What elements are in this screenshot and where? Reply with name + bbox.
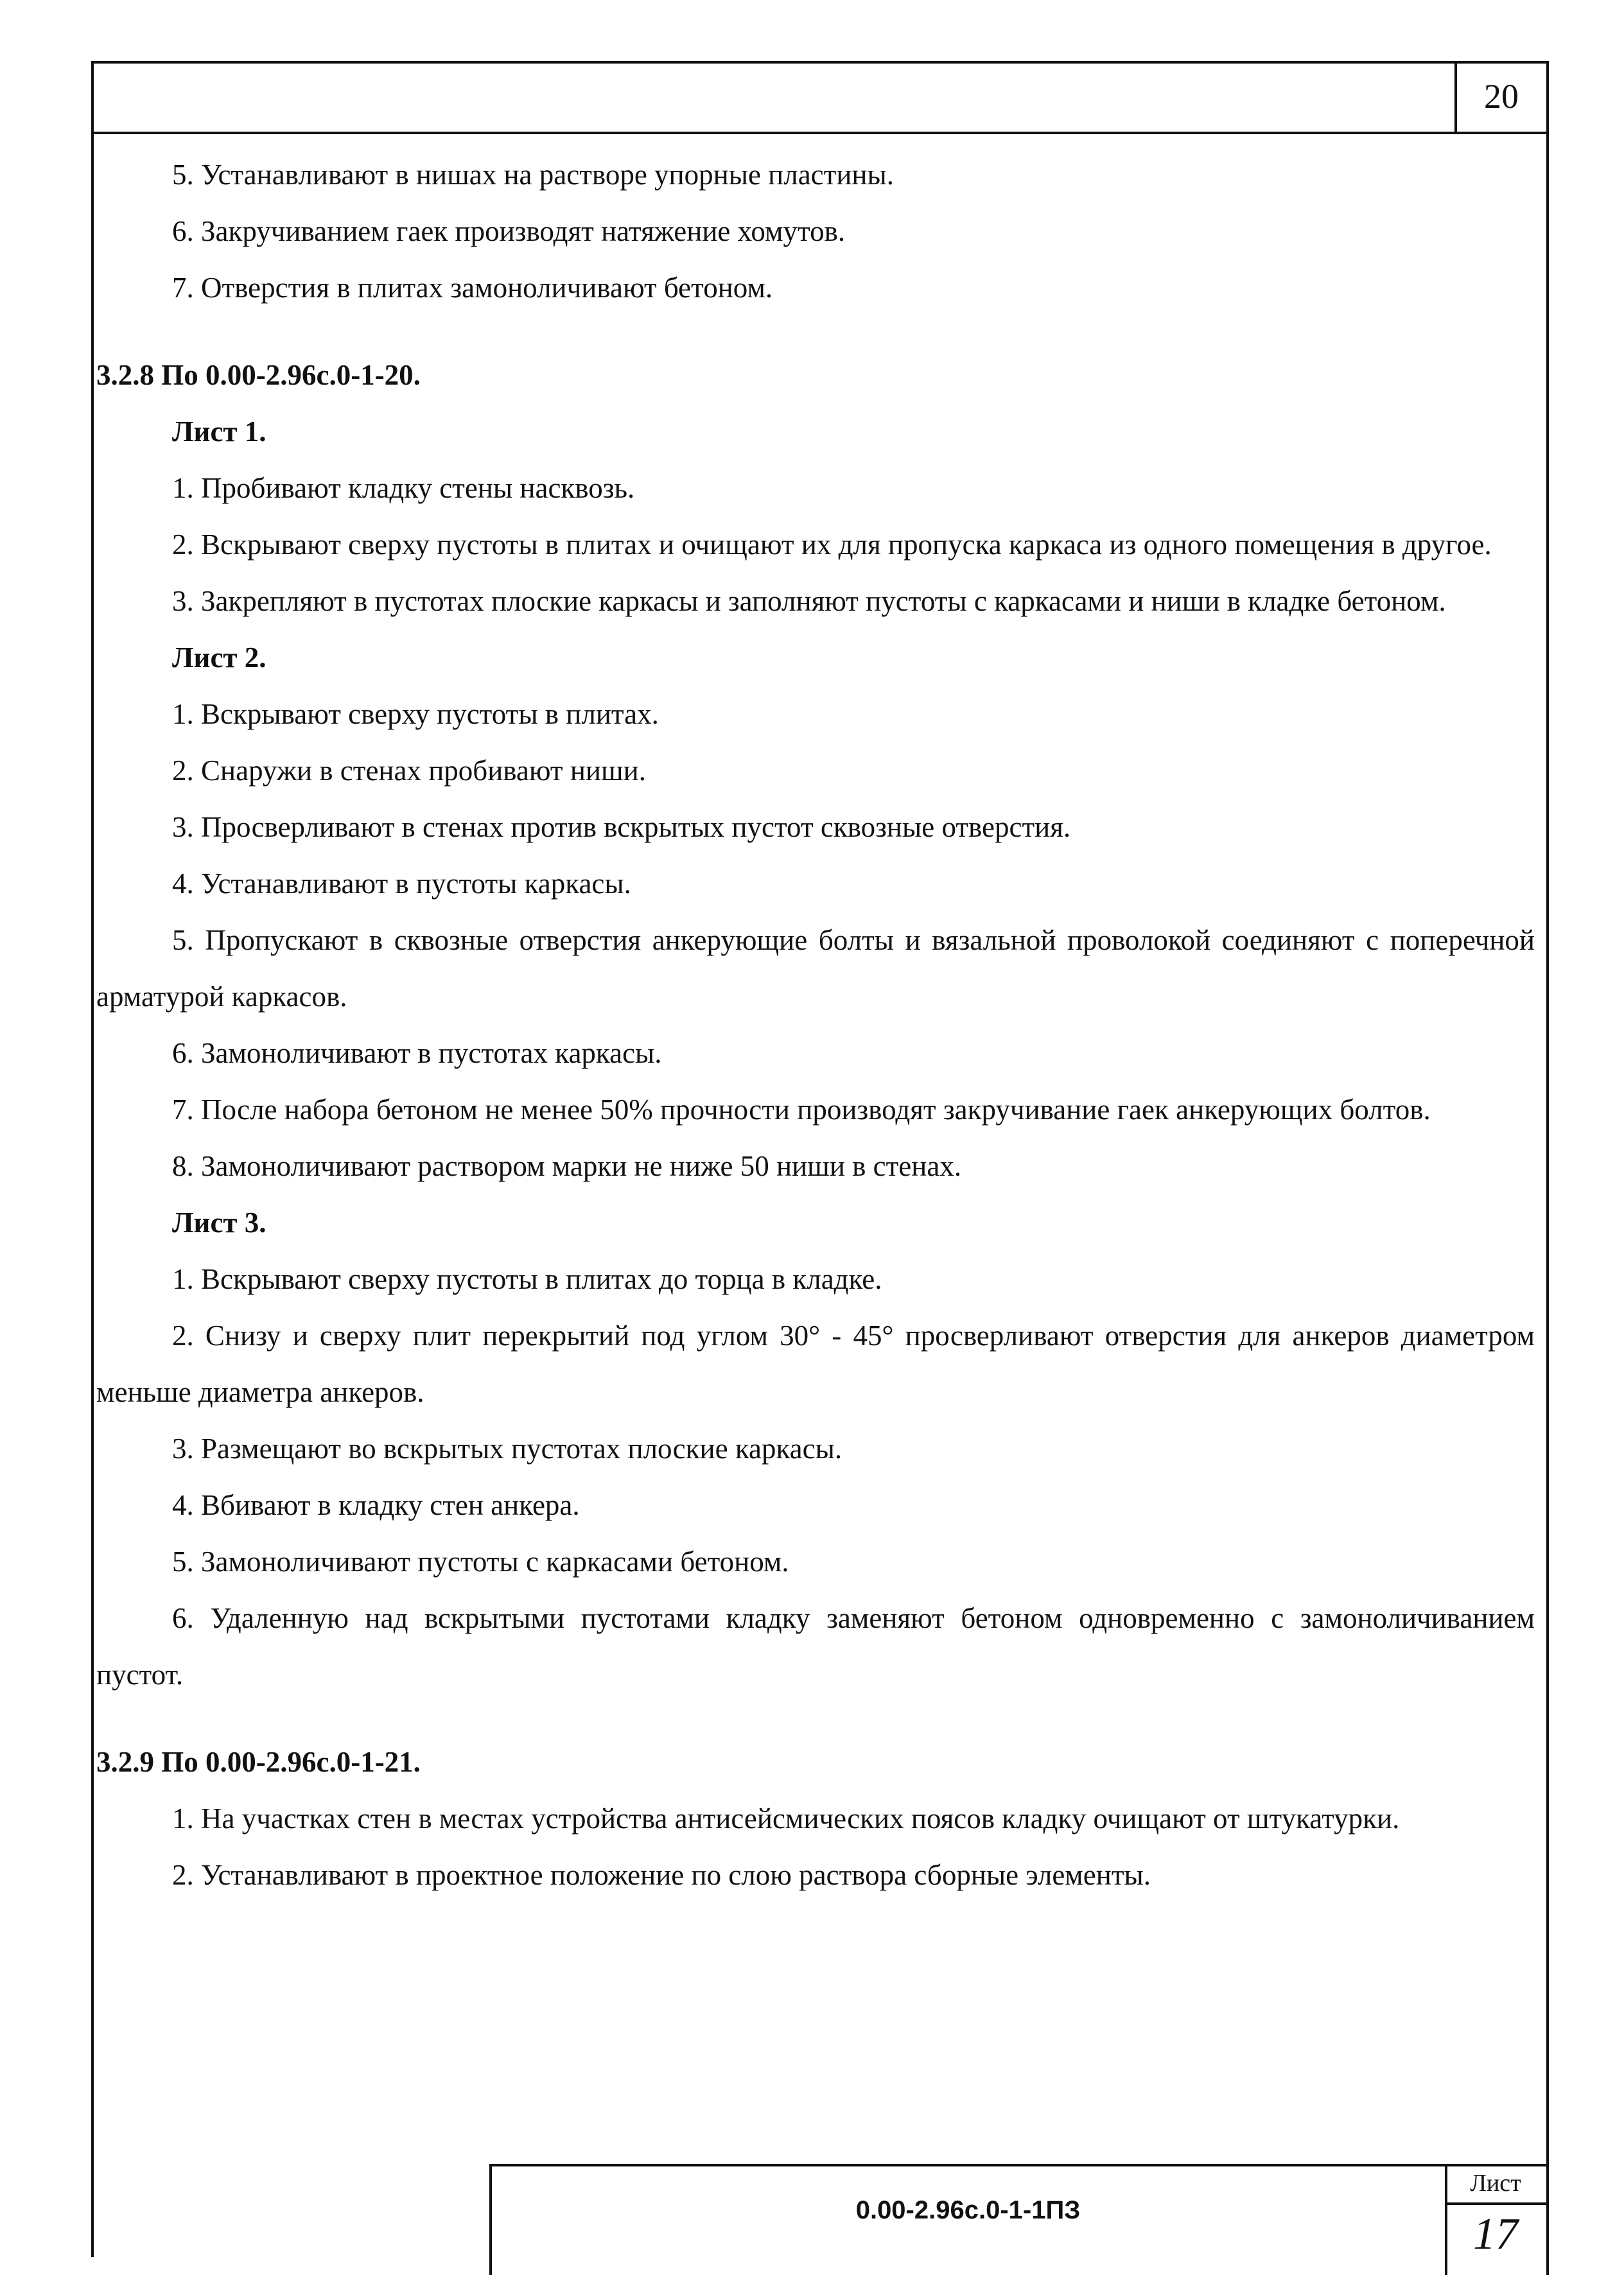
sheet-label: Лист — [1470, 2170, 1521, 2197]
paragraph: 5. Замоноличивают пустоты с каркасами бетоном. — [172, 1546, 789, 1578]
paragraph: 3. Просверливают в стенах против вскрытых пустот сквозные отверстия. — [172, 811, 1071, 843]
frame-left-line — [91, 61, 94, 2257]
sheet-3-title: Лист 3. — [172, 1207, 266, 1239]
stamp-top-line — [489, 2164, 1549, 2166]
paragraph: 6. Закручиванием гаек производят натяжение хомутов. — [172, 215, 846, 247]
paragraph: 7. После набора бетоном не менее 50% прочности производят закручивание гаек анкерующих болтов. — [172, 1094, 1431, 1126]
document-body — [96, 146, 1535, 1903]
paragraph: 2. Снизу и сверху плит перекрытий под углом 30° - 45° просверливают отверстия для анкеров диаметром меньше диаметра анкеров. — [96, 1320, 1535, 1408]
frame-right-line — [1546, 61, 1549, 2275]
sheet-number: 17 — [1473, 2210, 1518, 2259]
paragraph: 4. Вбивают в кладку стен анкера. — [172, 1489, 580, 1521]
paragraph: 7. Отверстия в плитах замоноличивают бетоном. — [172, 272, 773, 304]
paragraph: 1. На участках стен в местах устройства антисейсмических поясов кладку очищают от штукатурки. — [172, 1802, 1400, 1835]
paragraph: 4. Устанавливают в пустоты каркасы. — [172, 867, 631, 900]
paragraph: 6. Удаленную над вскрытыми пустотами кладку заменяют бетоном одновременно с замоноличиванием пустот. — [96, 1602, 1535, 1691]
paragraph: 2. Снаружи в стенах пробивают ниши. — [172, 754, 646, 787]
paragraph: 8. Замоноличивают раствором марки не ниже 50 ниши в стенах. — [172, 1150, 962, 1182]
section-heading-3-2-9: 3.2.9 По 0.00-2.96с.0-1-21. — [96, 1746, 421, 1778]
paragraph: 3. Размещают во вскрытых пустотах плоские каркасы. — [172, 1433, 843, 1465]
paragraph: 6. Замоноличивают в пустотах каркасы. — [172, 1037, 662, 1069]
paragraph: 5. Устанавливают в нишах на растворе упорные пластины. — [172, 159, 894, 191]
frame-top-line — [91, 61, 1549, 64]
paragraph: 5. Пропускают в сквозные отверстия анкерующие болты и вязальной проволокой соединяют с поперечной арматурой каркасов. — [96, 924, 1535, 1013]
paragraph: 1. Пробивают кладку стены насквозь. — [172, 472, 635, 504]
paragraph: 1. Вскрывают сверху пустоты в плитах. — [172, 698, 659, 730]
document-code: 0.00-2.96с.0-1-1ПЗ — [855, 2196, 1081, 2224]
page-number: 20 — [1484, 77, 1519, 116]
stamp-sheet-line — [1445, 2202, 1549, 2205]
paragraph: 1. Вскрывают сверху пустоты в плитах до торца в кладке. — [172, 1263, 882, 1295]
header-bottom-line — [91, 132, 1549, 134]
sheet-2-title: Лист 2. — [172, 641, 266, 674]
paragraph: 3. Закрепляют в пустотах плоские каркасы и заполняют пустоты с каркасами и ниши в кладке бетоном. — [172, 585, 1446, 617]
paragraph: 2. Вскрывают сверху пустоты в плитах и очищают их для пропуска каркаса из одного помещения в другое. — [172, 528, 1492, 561]
sheet-1-title: Лист 1. — [172, 415, 266, 448]
paragraph: 2. Устанавливают в проектное положение по слою раствора сборные элементы. — [172, 1859, 1151, 1891]
section-heading-3-2-8: 3.2.8 По 0.00-2.96с.0-1-20. — [96, 359, 421, 391]
